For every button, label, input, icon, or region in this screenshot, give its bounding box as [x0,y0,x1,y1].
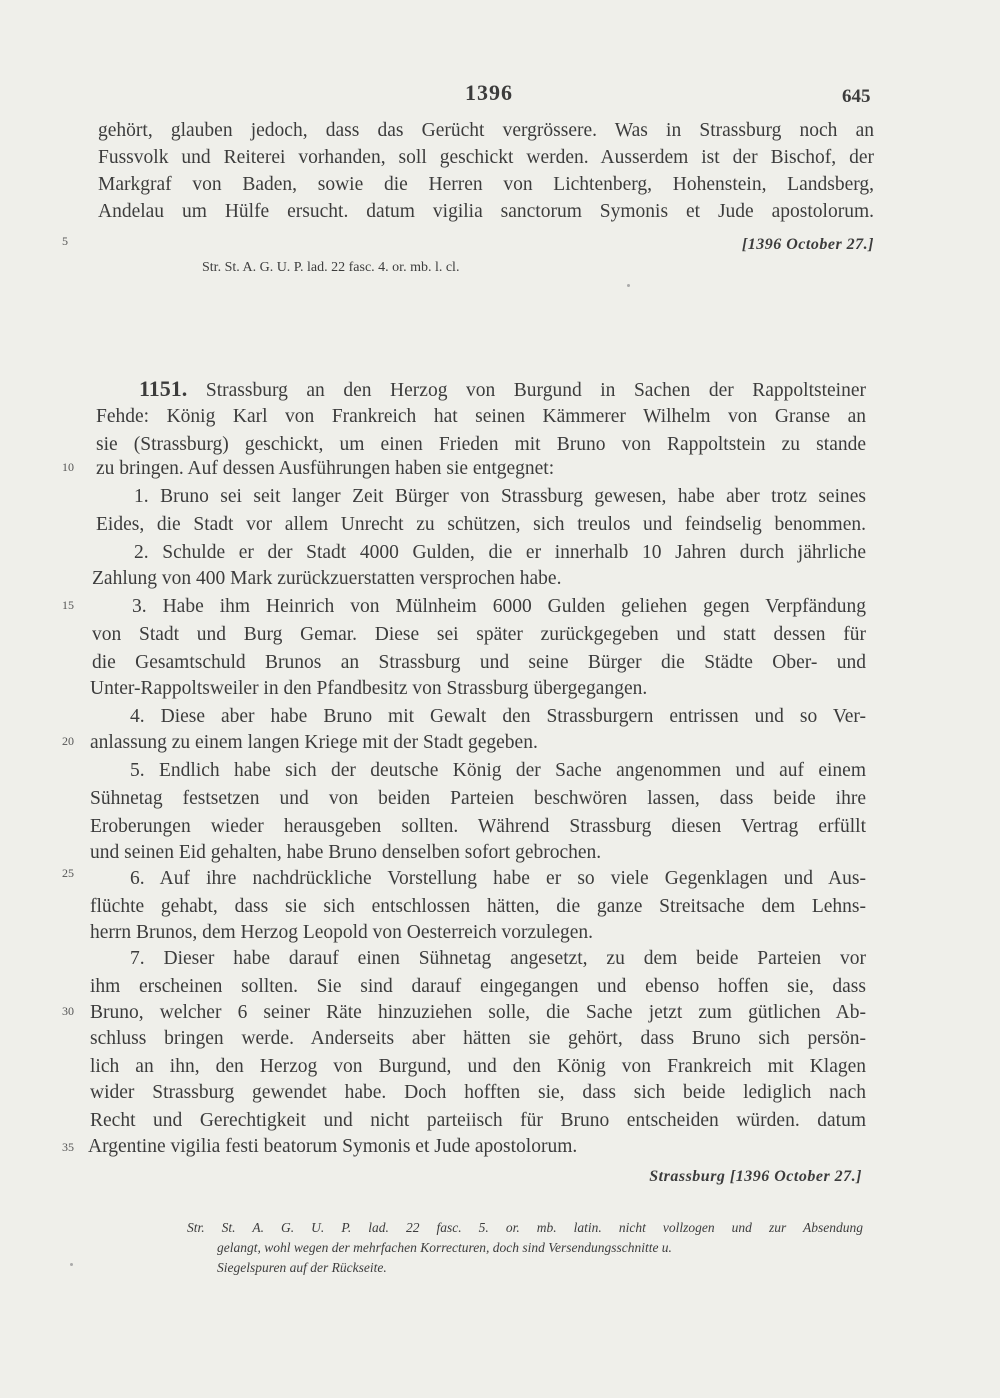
text-line: Markgraf von Baden, sowie die Herren von Lichtenberg, Hohenstein, Landsberg, [98,174,874,195]
text-line: 6. Auf ihre nachdrückliche Vorstellung habe er so viele Gegenklagen und Aus- [130,868,866,889]
date-line: Strassburg [1396 October 27.] [649,1168,862,1185]
text-line: Sühnetag festsetzen und von beiden Parteien beschwören lassen, dass beide ihre [90,788,866,809]
text-line: zu bringen. Auf dessen Ausführungen haben sie entgegnet: [96,458,555,479]
text-line: gehört, glauben jedoch, dass das Gerücht vergrössere. Was in Strassburg noch an [98,120,874,141]
text-line: wider Strassburg gewendet habe. Doch hofften sie, dass sich beide lediglich nach [90,1082,866,1103]
line-number: 30 [62,1004,74,1018]
text-line: Bruno, welcher 6 seiner Räte hinzuziehen solle, die Sache jetzt zum gütlichen Ab- [90,1002,866,1023]
text-line: Unter-Rappoltsweiler in den Pfandbesitz von Strassburg übergegangen. [90,678,648,699]
text-line: die Gesamtschuld Brunos an Strassburg und seine Bürger die Städte Ober- und [92,652,866,673]
document-number: 1151. [139,376,188,401]
text-line: Eroberungen wieder herausgeben sollten. Während Strassburg diesen Vertrag erfüllt [90,816,866,837]
text-line: von Stadt und Burg Gemar. Diese sei später zurückgegeben und statt dessen für [92,624,866,645]
text-line: Fehde: König Karl von Frankreich hat seinen Kämmerer Wilhelm von Granse an [96,406,866,427]
footnote-line: Siegelspuren auf der Rückseite. [217,1260,387,1275]
text-line: 2. Schulde er der Stadt 4000 Gulden, die er innerhalb 10 Jahren durch jährliche [134,542,866,563]
text-line: 1. Bruno sei seit langer Zeit Bürger von Strassburg gewesen, habe aber trotz seines [134,486,866,507]
footnote [187,1218,863,1278]
text-line: Fussvolk und Reiterei vorhanden, soll geschickt werden. Ausserdem ist der Bischof, der [98,147,874,168]
text-line: schluss bringen werde. Anderseits aber hätten sie gehört, dass Bruno sich persön- [90,1028,866,1049]
text-line: Recht und Gerechtigkeit und nicht parteiisch für Bruno entscheiden würden. datum [90,1110,866,1131]
text-line: Zahlung von 400 Mark zurückzuerstatten versprochen habe. [92,568,562,589]
line-number: 20 [62,734,74,748]
text-line: 7. Dieser habe darauf einen Sühnetag angesetzt, zu dem beide Parteien vor [130,948,866,969]
date-line: [1396 October 27.] [741,236,874,253]
text-line: lich an ihn, den Herzog von Burgund, und den König von Frankreich mit Klagen [90,1056,866,1077]
text-line: 3. Habe ihm Heinrich von Mülnheim 6000 Gulden geliehen gegen Verpfändung [132,596,866,617]
page-number: 645 [842,86,871,107]
line-number: 25 [62,866,74,880]
line-number: 5 [62,234,68,248]
source-note: Str. St. A. G. U. P. lad. 22 fasc. 4. or. mb. l. cl. [202,260,460,275]
text-line: Argentine vigilia festi beatorum Symonis et Jude apostolorum. [88,1136,578,1157]
footnote-line: gelangt, wohl wegen der mehrfachen Korrecturen, doch sind Versendungsschnitte u. [217,1240,672,1255]
text-line: flüchte gehabt, dass sie sich entschlossen hätten, die ganze Streitsache dem Lehns- [90,896,866,917]
text-line: und seinen Eid gehalten, habe Bruno denselben sofort gebrochen. [90,842,602,863]
line-number: 35 [62,1140,74,1154]
paper-speck [70,1263,73,1266]
footnote-line: Str. St. A. G. U. P. lad. 22 fasc. 5. or. mb. latin. nicht vollzogen und zur Absendung [187,1220,863,1235]
text-line: sie (Strassburg) geschickt, um einen Frieden mit Bruno von Rappoltstein zu stande [96,434,866,455]
heading-text: Strassburg an den Herzog von Burgund in Sachen der Rappoltsteiner [205,380,866,401]
page-header-year: 1396 [465,80,513,105]
line-number: 10 [62,460,74,474]
text-line: ihm erscheinen sollten. Sie sind darauf eingegangen und ebenso hoffen sie, dass [90,976,866,997]
paper-speck [627,284,630,287]
text-line: herrn Brunos, dem Herzog Leopold von Oesterreich vorzulegen. [90,922,594,943]
document-heading-line [139,376,866,402]
text-line: Eides, die Stadt vor allem Unrecht zu schützen, sich treulos und feindselig benommen. [96,514,866,535]
text-line: 5. Endlich habe sich der deutsche König der Sache angenommen und auf einem [130,760,866,781]
text-line: anlassung zu einem langen Kriege mit der Stadt gegeben. [90,732,538,753]
line-number: 15 [62,598,74,612]
text-line: Andelau um Hülfe ersucht. datum vigilia sanctorum Symonis et Jude apostolorum. [98,201,874,222]
text-line: 4. Diese aber habe Bruno mit Gewalt den Strassburgern entrissen und so Ver- [130,706,866,727]
